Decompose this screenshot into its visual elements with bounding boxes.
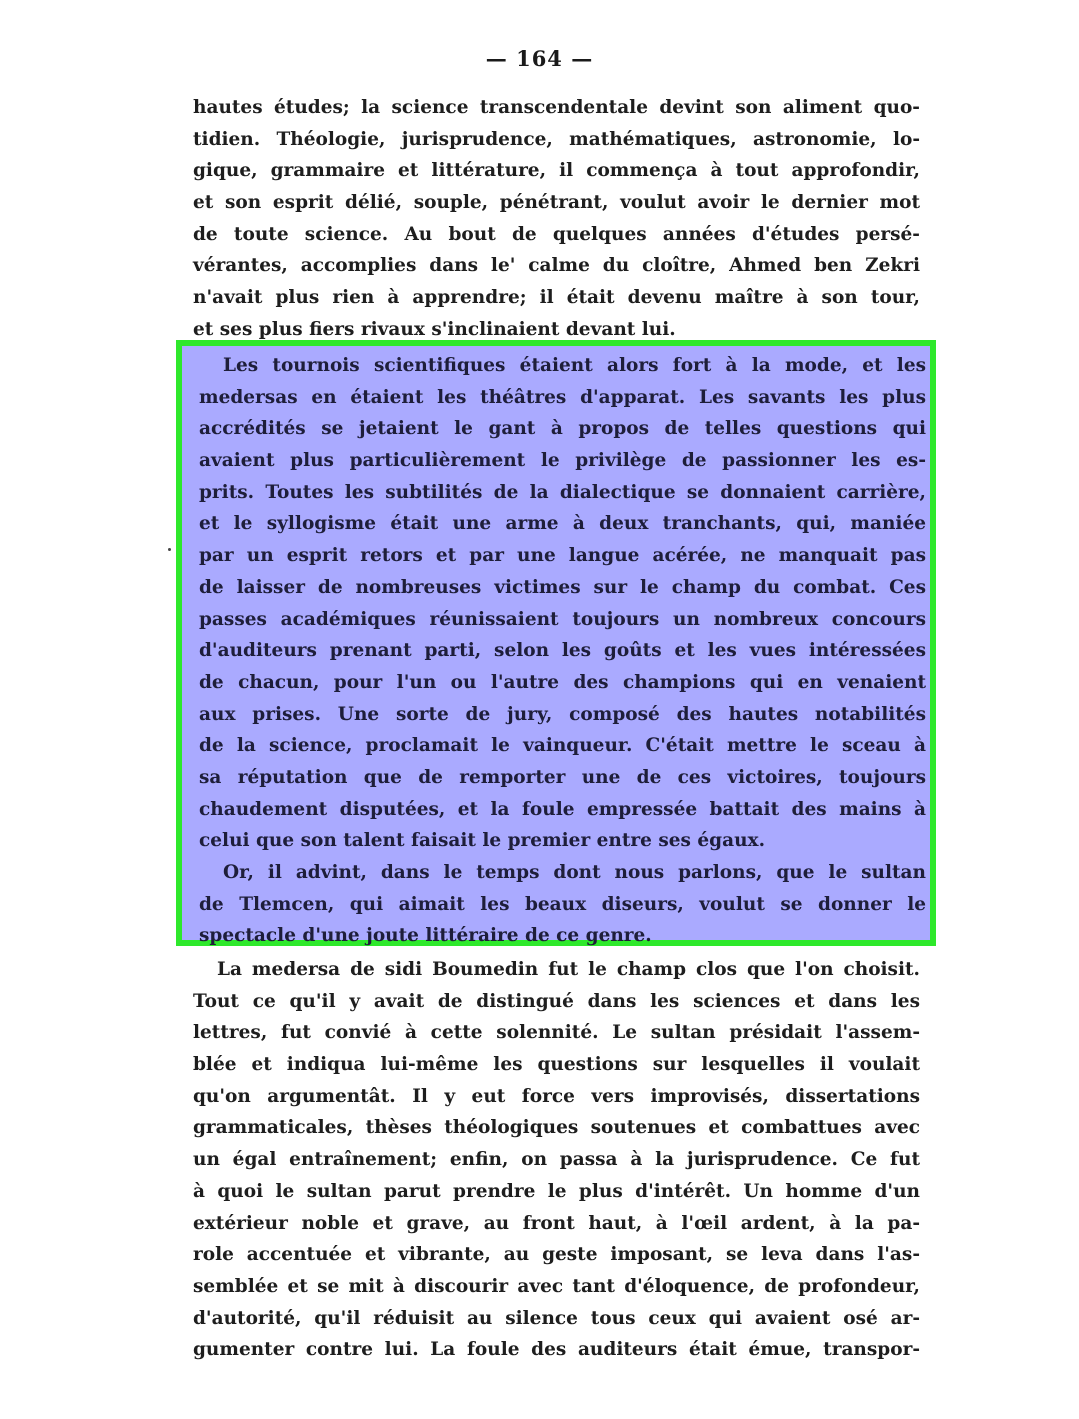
text-line: extérieur noble et grave, au front haut, à l'œil ardent, à la pa- <box>193 1212 920 1234</box>
text-line: celui que son talent faisait le premier entre ses égaux. <box>199 830 766 852</box>
text-line: par un esprit retors et par une langue acérée, ne manquait pas <box>199 545 926 567</box>
text-line: sa réputation que de remporter une de ces victoires, toujours <box>199 766 926 788</box>
text-line: La medersa de sidi Boumedin fut le champ clos que l'on choisit. <box>217 959 920 980</box>
text-line: de laisser de nombreuses victimes sur le champ du combat. Ces <box>199 576 926 598</box>
text-line: lettres, fut convié à cette solennité. Le sultan présidait l'assem- <box>193 1022 920 1044</box>
text-line: d'autorité, qu'il réduisit au silence tous ceux qui avaient osé ar- <box>193 1307 920 1329</box>
text-line: hautes études; la science transcendentale devint son aliment quo- <box>193 97 920 118</box>
text-line: semblée et se mit à discourir avec tant d'éloquence, de profondeur, <box>193 1275 920 1297</box>
text-line: role accentuée et vibrante, au geste imposant, se leva dans l'as- <box>193 1244 920 1266</box>
text-line: accrédités se jetaient le gant à propos de telles questions qui <box>199 418 926 440</box>
text-line: qu'on argumentât. Il y eut force vers improvisés, dissertations <box>193 1085 920 1107</box>
text-line: de toute science. Au bout de quelques années d'études persé- <box>193 223 920 245</box>
text-line: prits. Toutes les subtilités de la dialectique se donnaient carrière, <box>199 481 926 503</box>
text-line: spectacle d'une joute littéraire de ce genre. <box>199 925 652 947</box>
text-line: grammaticales, thèses théologiques soutenues et combattues avec <box>193 1117 920 1139</box>
text-line: aux prises. Une sorte de jury, composé des hautes notabilités <box>199 703 926 725</box>
text-line: d'auditeurs prenant parti, selon les goûts et les vues intéressées <box>199 640 926 662</box>
text-line: n'avait plus rien à apprendre; il était devenu maître à son tour, <box>193 287 920 309</box>
text-line: de chacun, pour l'un ou l'autre des champions qui en venaient <box>199 671 926 693</box>
text-line: gique, grammaire et littérature, il commença à tout approfondir, <box>193 160 920 182</box>
text-line: avaient plus particulièrement le privilège de passionner les es- <box>199 450 926 472</box>
highlight-selection-box[interactable] <box>176 340 936 946</box>
text-line: vérantes, accomplies dans le' calme du cloître, Ahmed ben Zekri <box>193 255 920 277</box>
text-line: Les tournois scientifiques étaient alors fort à la mode, et les <box>223 355 926 376</box>
scan-speck <box>168 548 171 551</box>
page-number: — 164 — <box>485 46 594 71</box>
text-line: medersas en étaient les théâtres d'apparat. Les savants les plus <box>199 386 926 408</box>
text-line: Or, il advint, dans le temps dont nous parlons, que le sultan <box>223 862 926 883</box>
paragraph-top <box>193 92 920 346</box>
text-line: gumenter contre lui. La foule des auditeurs était émue, transpor- <box>193 1339 920 1361</box>
text-line: et ses plus fiers rivaux s'inclinaient devant lui. <box>193 318 676 340</box>
text-line: tidien. Théologie, jurisprudence, mathématiques, astronomie, lo- <box>193 128 920 150</box>
text-line: chaudement disputées, et la foule empressée battait des mains à <box>199 798 926 820</box>
text-line: et son esprit délié, souple, pénétrant, voulut avoir le dernier mot <box>193 192 920 214</box>
paragraph-bottom <box>193 954 920 1366</box>
text-line: de la science, proclamait le vainqueur. C'était mettre le sceau à <box>199 735 926 757</box>
text-line: un égal entraînement; enfin, on passa à la jurisprudence. Ce fut <box>193 1149 920 1171</box>
text-line: blée et indiqua lui-même les questions sur lesquelles il voulait <box>193 1054 920 1076</box>
text-line: de Tlemcen, qui aimait les beaux diseurs, voulut se donner le <box>199 893 926 915</box>
highlighted-text <box>199 350 926 952</box>
text-line: Tout ce qu'il y avait de distingué dans les sciences et dans les <box>193 990 920 1012</box>
text-line: et le syllogisme était une arme à deux tranchants, qui, maniée <box>199 513 926 535</box>
text-line: passes académiques réunissaient toujours un nombreux concours <box>199 608 926 630</box>
text-line: à quoi le sultan parut prendre le plus d'intérêt. Un homme d'un <box>193 1180 920 1202</box>
